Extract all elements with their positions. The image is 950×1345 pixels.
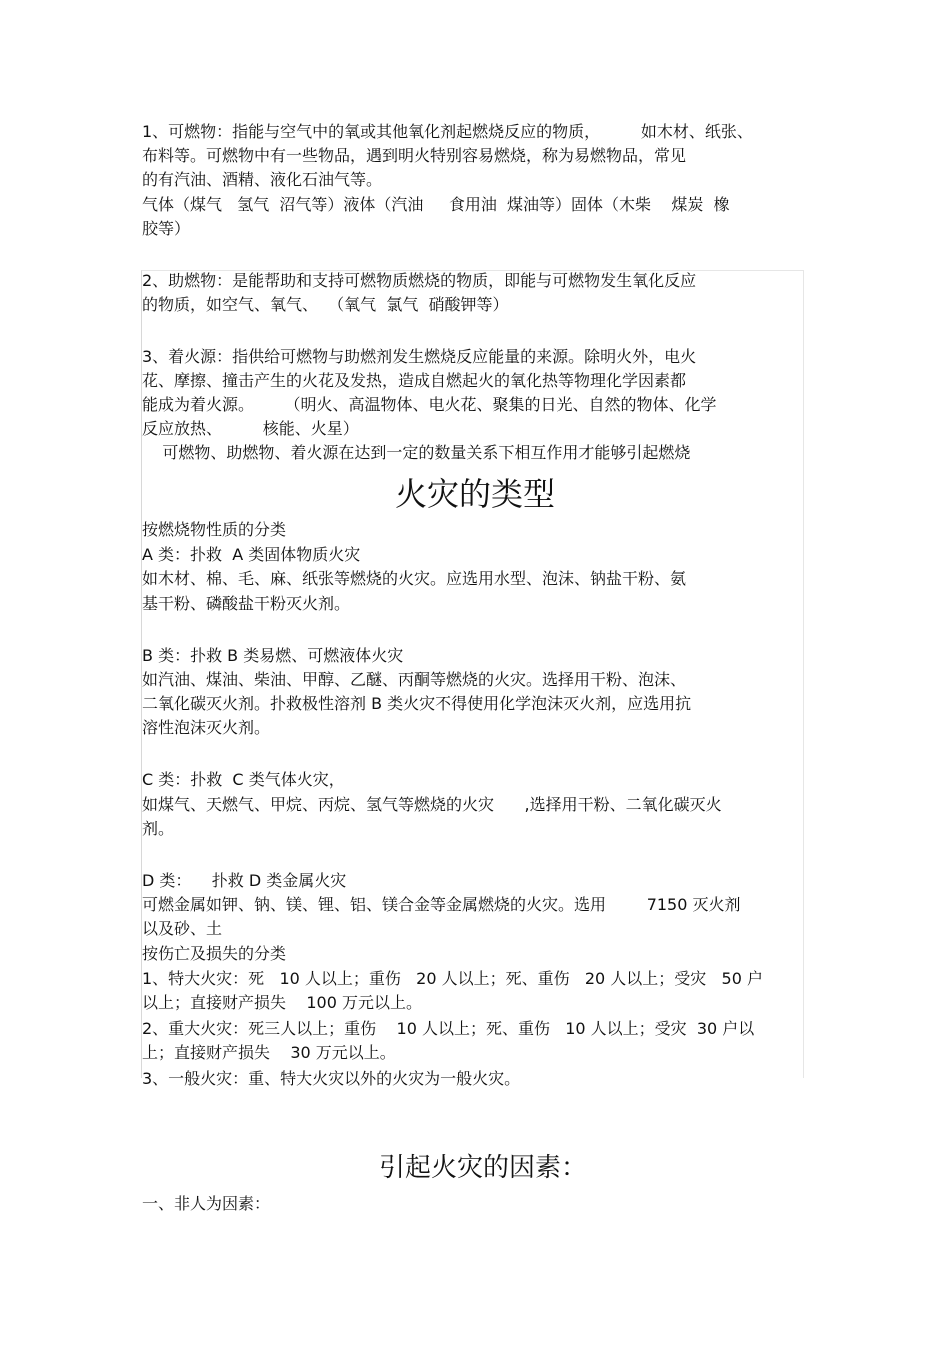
- loss-line-5: 3、一般火灾：重、特大火灾以外的火灾为一般火灾。: [142, 1069, 521, 1088]
- ignition-line-2: 花、摩擦、撞击产生的火花及发热，造成自燃起火的氧化热等物理化学因素都: [142, 371, 687, 390]
- class-b-line-3: 溶性泡沫灭火剂。: [142, 718, 271, 737]
- class-b-line-2: 二氧化碳灭火剂。扑救极性溶剂 B 类火灾不得使用化学泡沫灭火剂，应选用抗: [142, 694, 692, 713]
- class-a-line-1: 如木材、棉、毛、麻、纸张等燃烧的火灾。应选用水型、泡沫、钠盐干粉、氨: [142, 569, 687, 588]
- class-d-line-1: 可燃金属如钾、钠、镁、锂、铝、镁合金等金属燃烧的火灾。选用 7150 灭火剂: [142, 895, 741, 914]
- class-b-heading: B 类：扑救 B 类易燃、可燃液体火灾: [142, 646, 404, 665]
- class-d-heading: D 类： 扑救 D 类金属火灾: [142, 871, 347, 890]
- by-material-heading: 按燃烧物性质的分类: [142, 520, 287, 539]
- flammable-line-5: 胶等）: [142, 219, 191, 238]
- class-c-line-2: 剂。: [142, 819, 175, 838]
- class-c-heading: C 类：扑救 C 类气体火灾，: [142, 770, 345, 789]
- class-d-line-2: 以及砂、土: [142, 919, 223, 938]
- loss-line-4: 上；直接财产损失 30 万元以上。: [142, 1043, 396, 1062]
- flammable-line-4: 气体（煤气 氢气 沼气等）液体（汽油 食用油 煤油等）固体（木柴 煤炭 橡: [142, 195, 730, 214]
- class-a-heading: A 类：扑救 A 类固体物质火灾: [142, 545, 361, 564]
- oxidizer-line-2: 的物质，如空气、氧气、 （氧气 氯气 硝酸钾等）: [142, 295, 509, 314]
- loss-line-1: 1、特大火灾：死 10 人以上；重伤 20 人以上；死、重伤 20 人以上；受灾 50 户: [142, 969, 763, 988]
- oxidizer-line-1: 2、助燃物：是能帮助和支持可燃物质燃烧的物质，即能与可燃物发生氧化反应: [142, 271, 697, 290]
- loss-line-3: 2、重大火灾：死三人以上；重伤 10 人以上；死、重伤 10 人以上；受灾 30 户以: [142, 1019, 755, 1038]
- by-loss-heading: 按伤亡及损失的分类: [142, 944, 287, 963]
- fire-types-title: 火灾的类型: [394, 475, 555, 513]
- flammable-line-3: 的有汽油、酒精、液化石油气等。: [142, 170, 383, 189]
- ignition-summary: 可燃物、助燃物、着火源在达到一定的数量关系下相互作用才能够引起燃烧: [142, 443, 691, 462]
- loss-line-2: 以上；直接财产损失 100 万元以上。: [142, 993, 422, 1012]
- ignition-line-3: 能成为着火源。 （明火、高温物体、电火花、聚集的日光、自然的物体、化学: [142, 395, 717, 414]
- fire-causes-title: 引起火灾的因素：: [378, 1153, 587, 1183]
- flammable-line-2: 布料等。可燃物中有一些物品，遇到明火特别容易燃烧，称为易燃物品，常见: [142, 146, 687, 165]
- flammable-line-1: 1、可燃物：指能与空气中的氧或其他氧化剂起燃烧反应的物质， 如木材、纸张、: [142, 122, 753, 141]
- class-b-line-1: 如汽油、煤油、柴油、甲醇、乙醚、丙酮等燃烧的火灾。选择用干粉、泡沫、: [142, 670, 687, 689]
- ignition-line-1: 3、着火源：指供给可燃物与助燃剂发生燃烧反应能量的来源。除明火外，电火: [142, 347, 697, 366]
- class-c-line-1: 如煤气、天燃气、甲烷、丙烷、氢气等燃烧的火灾 ,选择用干粉、二氧化碳灭火: [142, 795, 722, 814]
- class-a-line-2: 基干粉、磷酸盐干粉灭火剂。: [142, 594, 351, 613]
- ignition-line-4: 反应放热、 核能、火星）: [142, 419, 359, 438]
- non-human-factors-heading: 一、非人为因素：: [142, 1194, 271, 1213]
